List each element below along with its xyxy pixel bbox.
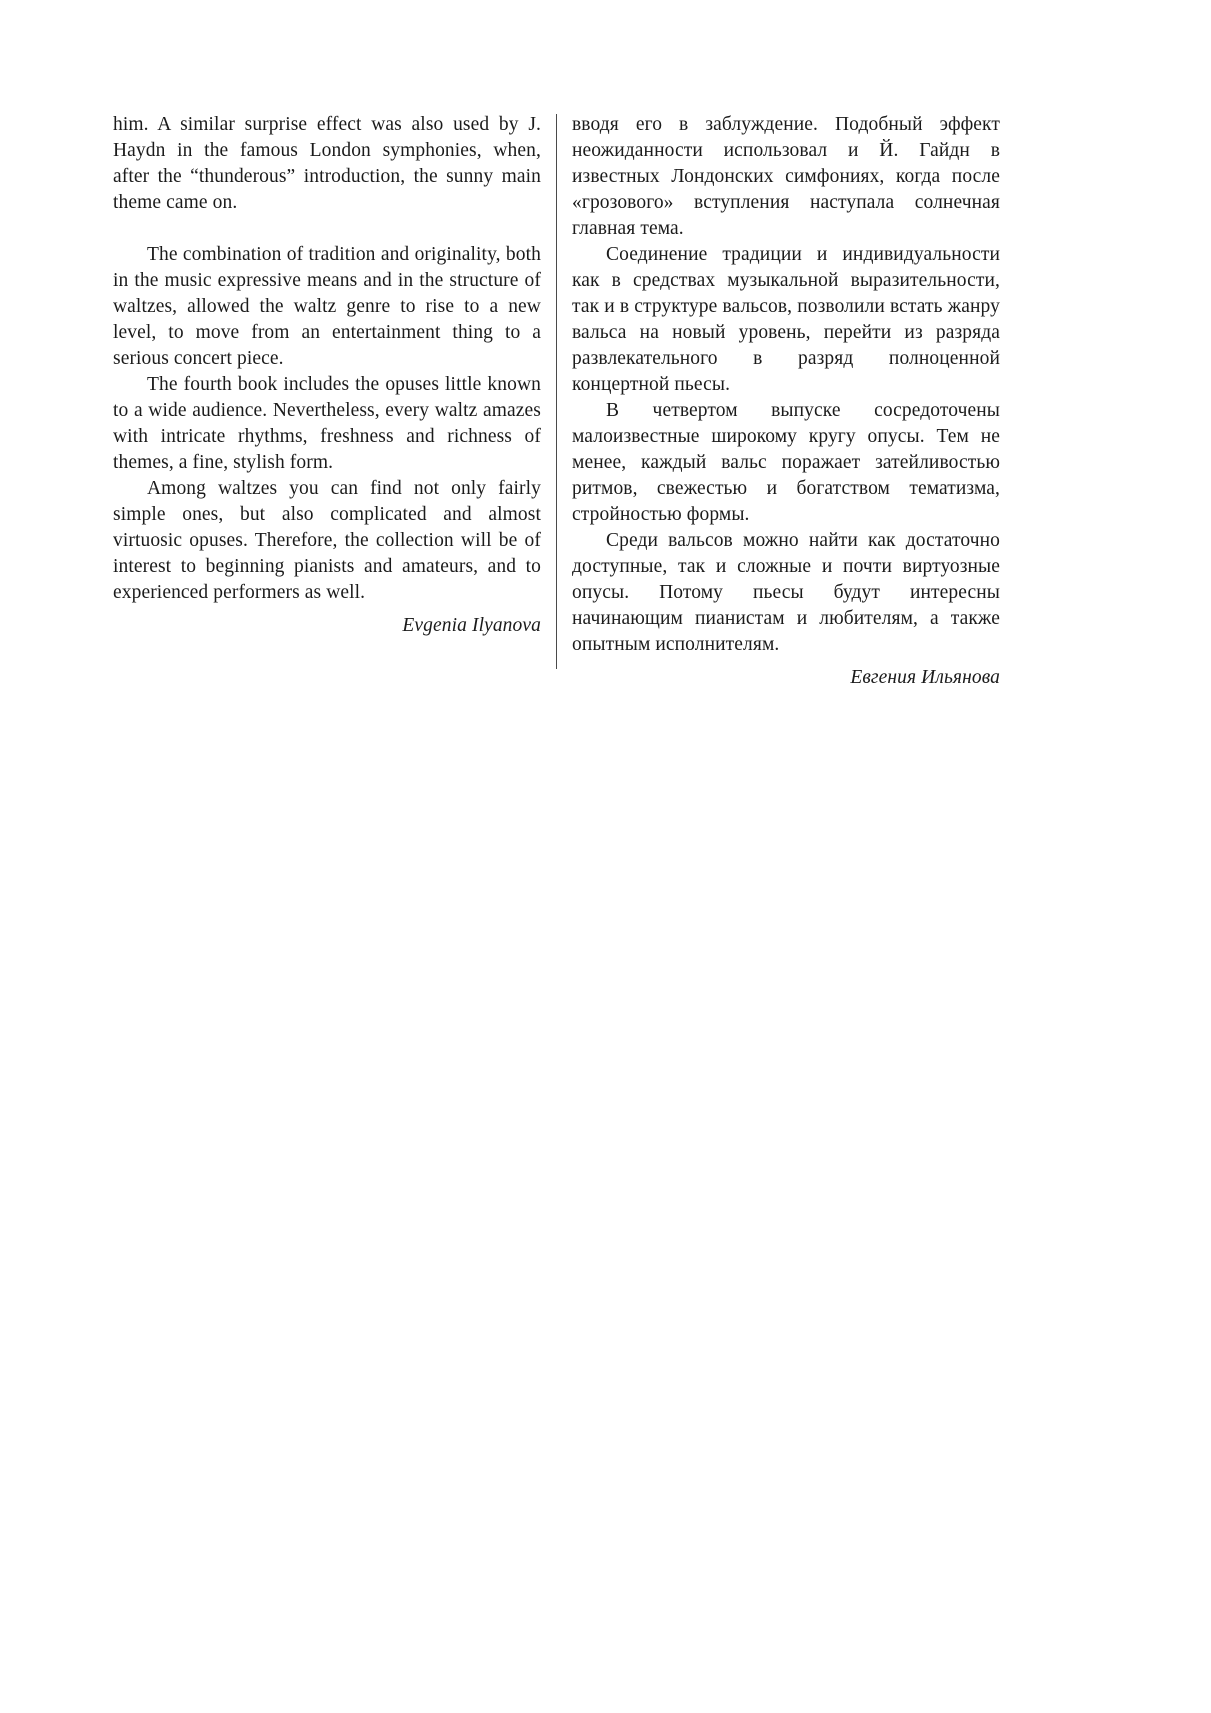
author-signature-en: Evgenia Ilyanova [402, 615, 541, 636]
paragraph-ru-4: Среди вальсов можно найти как достаточно доступные, так и сложные и почти виртуозные опусы. Потому пьесы будут интересны начинающим пианистам и любителям, а также опытным исполнителям. [572, 530, 1000, 655]
paragraph-ru-3: В четвертом выпуске сосредоточены малоизвестные широкому кругу опусы. Тем не менее, каждый вальс поражает затейливостью ритмов, свежестью и богатством тематизма, стройностью формы. [572, 400, 1000, 525]
paragraph-en-4: Among waltzes you can find not only fairly simple ones, but also complicated and almost virtuosic opuses. Therefore, the collection will be of interest to beginning pianists and amateurs, and to experienced performers as well. [113, 478, 541, 603]
author-signature-ru: Евгения Ильянова [850, 667, 1000, 688]
russian-column [572, 112, 1000, 691]
paragraph-en-1: him. A similar surprise effect was also used by J. Haydn in the famous London symphonies, when, after the “thunderous” introduction, the sunny main theme came on. [113, 114, 541, 213]
paragraph-ru-1: вводя его в заблуждение. Подобный эффект неожиданности использовал и Й. Гайдн в известных Лондонских симфониях, когда после «грозового» вступления наступала солнечная главная тема. [572, 114, 1000, 239]
column-divider-rule [556, 114, 557, 669]
paragraph-en-2: The combination of tradition and originality, both in the music expressive means and in the structure of waltzes, allowed the waltz genre to rise to a new level, to move from an entertainment thing to a serious concert piece. [113, 244, 541, 369]
paragraph-ru-2: Соединение традиции и индивидуальности как в средствах музыкальной выразительности, так и в структуре вальсов, позволили встать жанру вальса на новый уровень, перейти из разряда развлекательного в разряд полноценной концертной пьесы. [572, 244, 1000, 395]
paragraph-en-3: The fourth book includes the opuses little known to a wide audience. Nevertheless, every waltz amazes with intricate rhythms, freshness and richness of themes, a fine, stylish form. [113, 374, 541, 473]
english-column [113, 112, 541, 691]
two-column-text-block [113, 112, 1000, 691]
